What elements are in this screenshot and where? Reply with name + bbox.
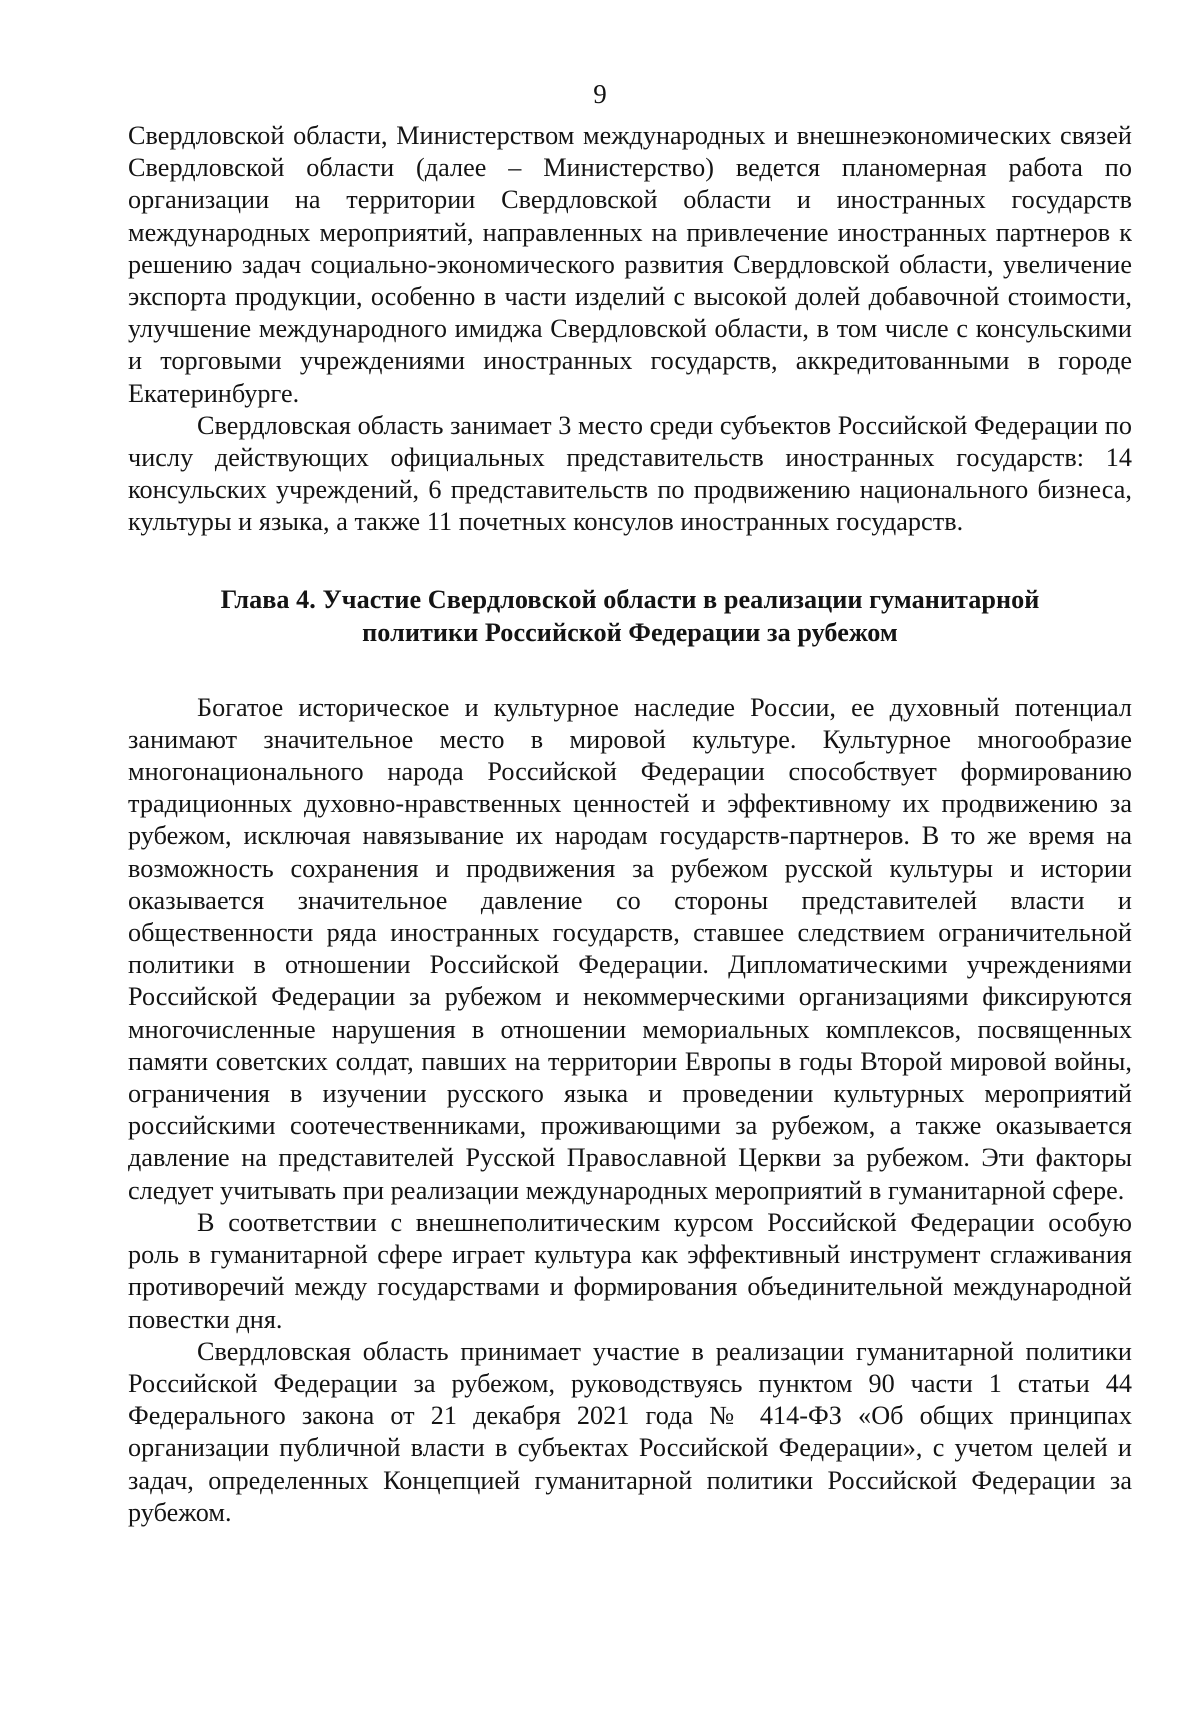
chapter-heading-line2: политики Российской Федерации за рубежом	[362, 617, 898, 647]
paragraph-cultural-heritage: Богатое историческое и культурное наследие России, ее духовный потенциал занимают значительное место в мировой культуре. Культурное многообразие многонационального народа Российской Федерации способствует формированию традиционных духовно-нравственных ценностей и эффективному их продвижению за рубежом, исключая навязывание их народам государств-партнеров. В то же время на возможность сохранения и продвижения за рубежом русской культуры и истории оказывается значительное давление со стороны представителей власти и общественности ряда иностранных государств, ставшее следствием ограничительной политики в отношении Российской Федерации. Дипломатическими учреждениями Российской Федерации за рубежом и некоммерческими организациями фиксируются многочисленные нарушения в отношении мемориальных комплексов, посвященных памяти советских солдат, павших на территории Европы в годы Второй мировой войны, ограничения в изучении русского языка и проведении культурных мероприятий российскими соотечественниками, проживающими за рубежом, а также оказывается давление на представителей Русской Православной Церкви за рубежом. Эти факторы следует учитывать при реализации международных мероприятий в гуманитарной сфере.	[128, 692, 1132, 1205]
paragraph-continuation: Свердловской области, Министерством международных и внешнеэкономических связей Свердловской области (далее – Министерство) ведется планомерная работа по организации на территории Свердловской области и иностранных государств международных мероприятий, направленных на привлечение иностранных партнеров к решению задач социально-экономического развития Свердловской области, увеличение экспорта продукции, особенно в части изделий с высокой долей добавочной стоимости, улучшение международного имиджа Свердловской области, в том числе с консульскими и торговыми учреждениями иностранных государств, аккредитованными в городе Екатеринбурге.	[128, 121, 1132, 408]
chapter-heading	[168, 583, 1092, 649]
document-body	[128, 120, 1132, 1529]
page-number: 9	[593, 79, 607, 109]
chapter-heading-line1: Глава 4. Участие Свердловской области в реализации гуманитарной	[220, 584, 1040, 614]
paragraph-participation: Свердловская область принимает участие в реализации гуманитарной политики Российской Федерации за рубежом, руководствуясь пунктом 90 части 1 статьи 44 Федерального закона от 21 декабря 2021 года № 414-ФЗ «Об общих принципах организации публичной власти в субъектах Российской Федерации», с учетом целей и задач, определенных Концепцией гуманитарной политики Российской Федерации за рубежом.	[128, 1336, 1132, 1527]
paragraph-foreign-policy: В соответствии с внешнеполитическим курсом Российской Федерации особую роль в гуманитарной сфере играет культура как эффективный инструмент сглаживания противоречий между государствами и формирования объединительной международной повестки дня.	[128, 1207, 1132, 1334]
paragraph-consulates: Свердловская область занимает 3 место среди субъектов Российской Федерации по числу действующих официальных представительств иностранных государств: 14 консульских учреждений, 6 представительств по продвижению национального бизнеса, культуры и языка, а также 11 почетных консулов иностранных государств.	[128, 410, 1132, 537]
